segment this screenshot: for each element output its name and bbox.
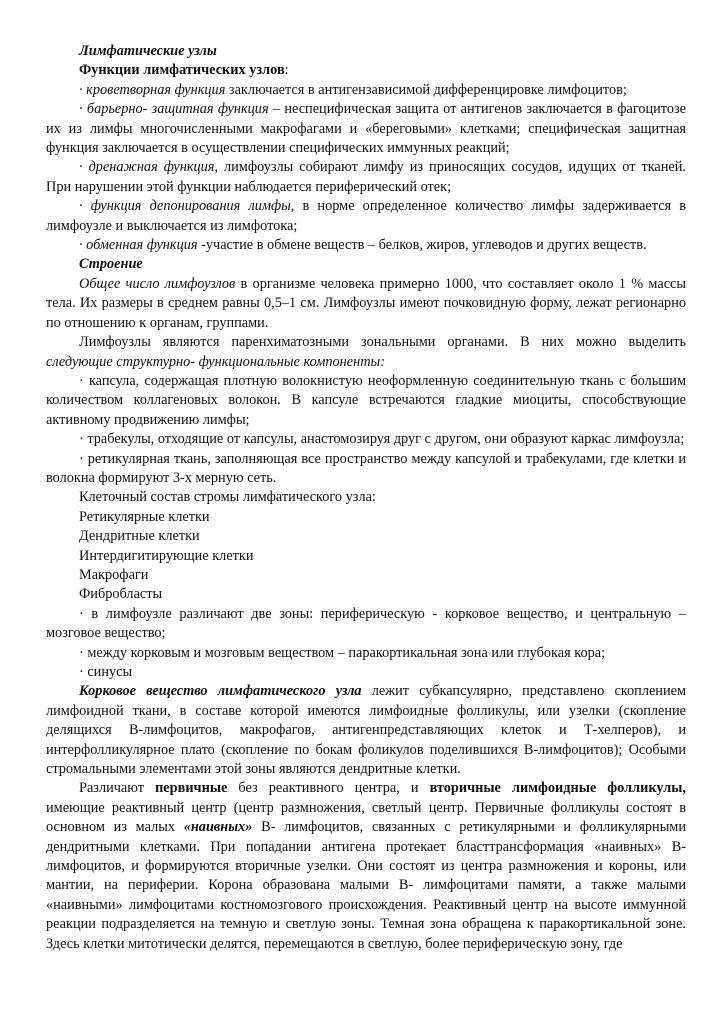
structure-paragraph: Общее число лимфоузлов в организме человека примерно 1000, что составляет около 1 % массы тела. Их размеры в среднем равны 0,5–1 см. Лимфоузлы имеют почковидную форму, лежат регионарно по отношению к органам, группами. bbox=[46, 275, 686, 331]
component-item: · ретикулярная ткань, заполняющая все пространство между капсулой и трабекулами, где клетки и волокна формируют 3-х мерную сеть. bbox=[46, 450, 686, 486]
structure-paragraph: Лимфоузлы являются паренхиматозными зональными органами. В них можно выделить следующие структурно- функциональные компоненты: bbox=[46, 334, 686, 370]
function-item: · барьерно- защитная функция – неспецифическая защита от антигенов заключается в фагоцитозе их из лимфы многочисленными макрофагами и «береговыми» клетками; специфическая защитная функция заключается в осуществлении специфических иммунных реакций; bbox=[46, 101, 686, 157]
document-title: Лимфатические узлы bbox=[79, 43, 217, 59]
zone-item: · в лимфоузле различают две зоны: периферическую - корковое вещество, и центральную – мозговое вещество; bbox=[46, 605, 686, 642]
function-item: · функция депонирования лимфы, в норме определенное количество лимфы задерживается в лимфоузле и выключается из лимфотока; bbox=[46, 198, 687, 234]
follicles-paragraph: Различают первичные без реактивного центра, и вторичные лимфоидные фолликулы, имеющие реактивный центр (центр размножения, светлый центр. Первичные фолликулы состоят в основном из малых «наивных» В- лимфоцитов, связанных с ретикулярными и фолликулярными дендритными клетками. При попадании антигена протекает бласттрансформация «наивных» В- лимфоцитов, и формируются вторичные узелки. Они состоят из центра размножения и короны, или мантии, на периферии. Корона образована малыми В- лимфоцитами памяти, а также малыми «наивными» лимфоцитами костномозгового происхождения. Реактивный центр на высоте иммунной реакции подразделяется на темную и светлую зоны. Темная зона обращена к паракортикальной зоне. Здесь клетки митотически делятся, перемещаются в светлую, более периферическую зону, где bbox=[46, 780, 687, 952]
stroma-cell-item: Фибробласты bbox=[79, 586, 163, 603]
function-item: · дренажная функция, лимфоузлы собирают лимфу из приносящих сосудов, идущих от тканей. При нарушении этой функции наблюдается периферический отек; bbox=[46, 159, 686, 195]
stroma-heading: Клеточный состав стромы лимфатического узла: bbox=[79, 489, 376, 506]
stroma-cell-item: Дендритные клетки bbox=[79, 528, 200, 545]
cortex-paragraph: Корковое вещество лимфатического узла лежит субкапсулярно, представлено скоплением лимфоидной ткани, в составе которой имеются лимфоидные фолликулы, или узелки (скопление делящихся В-лимфоцитов, макрофагов, антигенпредставляющих клеток и Т-хелперов), и интерфолликулярное плато (скопление по бокам фоликулов поделившихся В-лимфоцитов); Особыми стромальными элементами этой зоны являются дендритные клетки. bbox=[46, 683, 687, 778]
zone-item: · синусы bbox=[79, 664, 133, 680]
component-item: · капсула, содержащая плотную волокнистую неоформленную соединительную ткань с большим количеством коллагеновых волокон. В капсуле встречаются гладкие миоциты, способствующие активному продвижению лимфы; bbox=[46, 372, 686, 428]
stroma-cell-item: Ретикулярные клетки bbox=[79, 508, 210, 525]
stroma-cell-item: Интердигитирующие клетки bbox=[79, 547, 254, 564]
function-item: · кроветворная функция заключается в антигензависимой дифференцировке лимфоцитов; bbox=[79, 81, 627, 98]
document-body bbox=[46, 42, 686, 954]
stroma-cell-item: Макрофаги bbox=[79, 566, 149, 583]
zone-item: · между корковым и мозговым веществом – паракортикальная зона или глубокая кора; bbox=[79, 644, 606, 661]
function-item: · обменная функция -участие в обмене веществ – белков, жиров, углеводов и других веществ. bbox=[79, 237, 647, 254]
functions-heading: Функции лимфатических узлов: bbox=[79, 62, 289, 79]
component-item: · трабекулы, отходящие от капсулы, анастомозируя друг с другом, они образуют каркас лимфоузла; bbox=[79, 431, 685, 448]
structure-heading: Строение bbox=[79, 256, 143, 273]
